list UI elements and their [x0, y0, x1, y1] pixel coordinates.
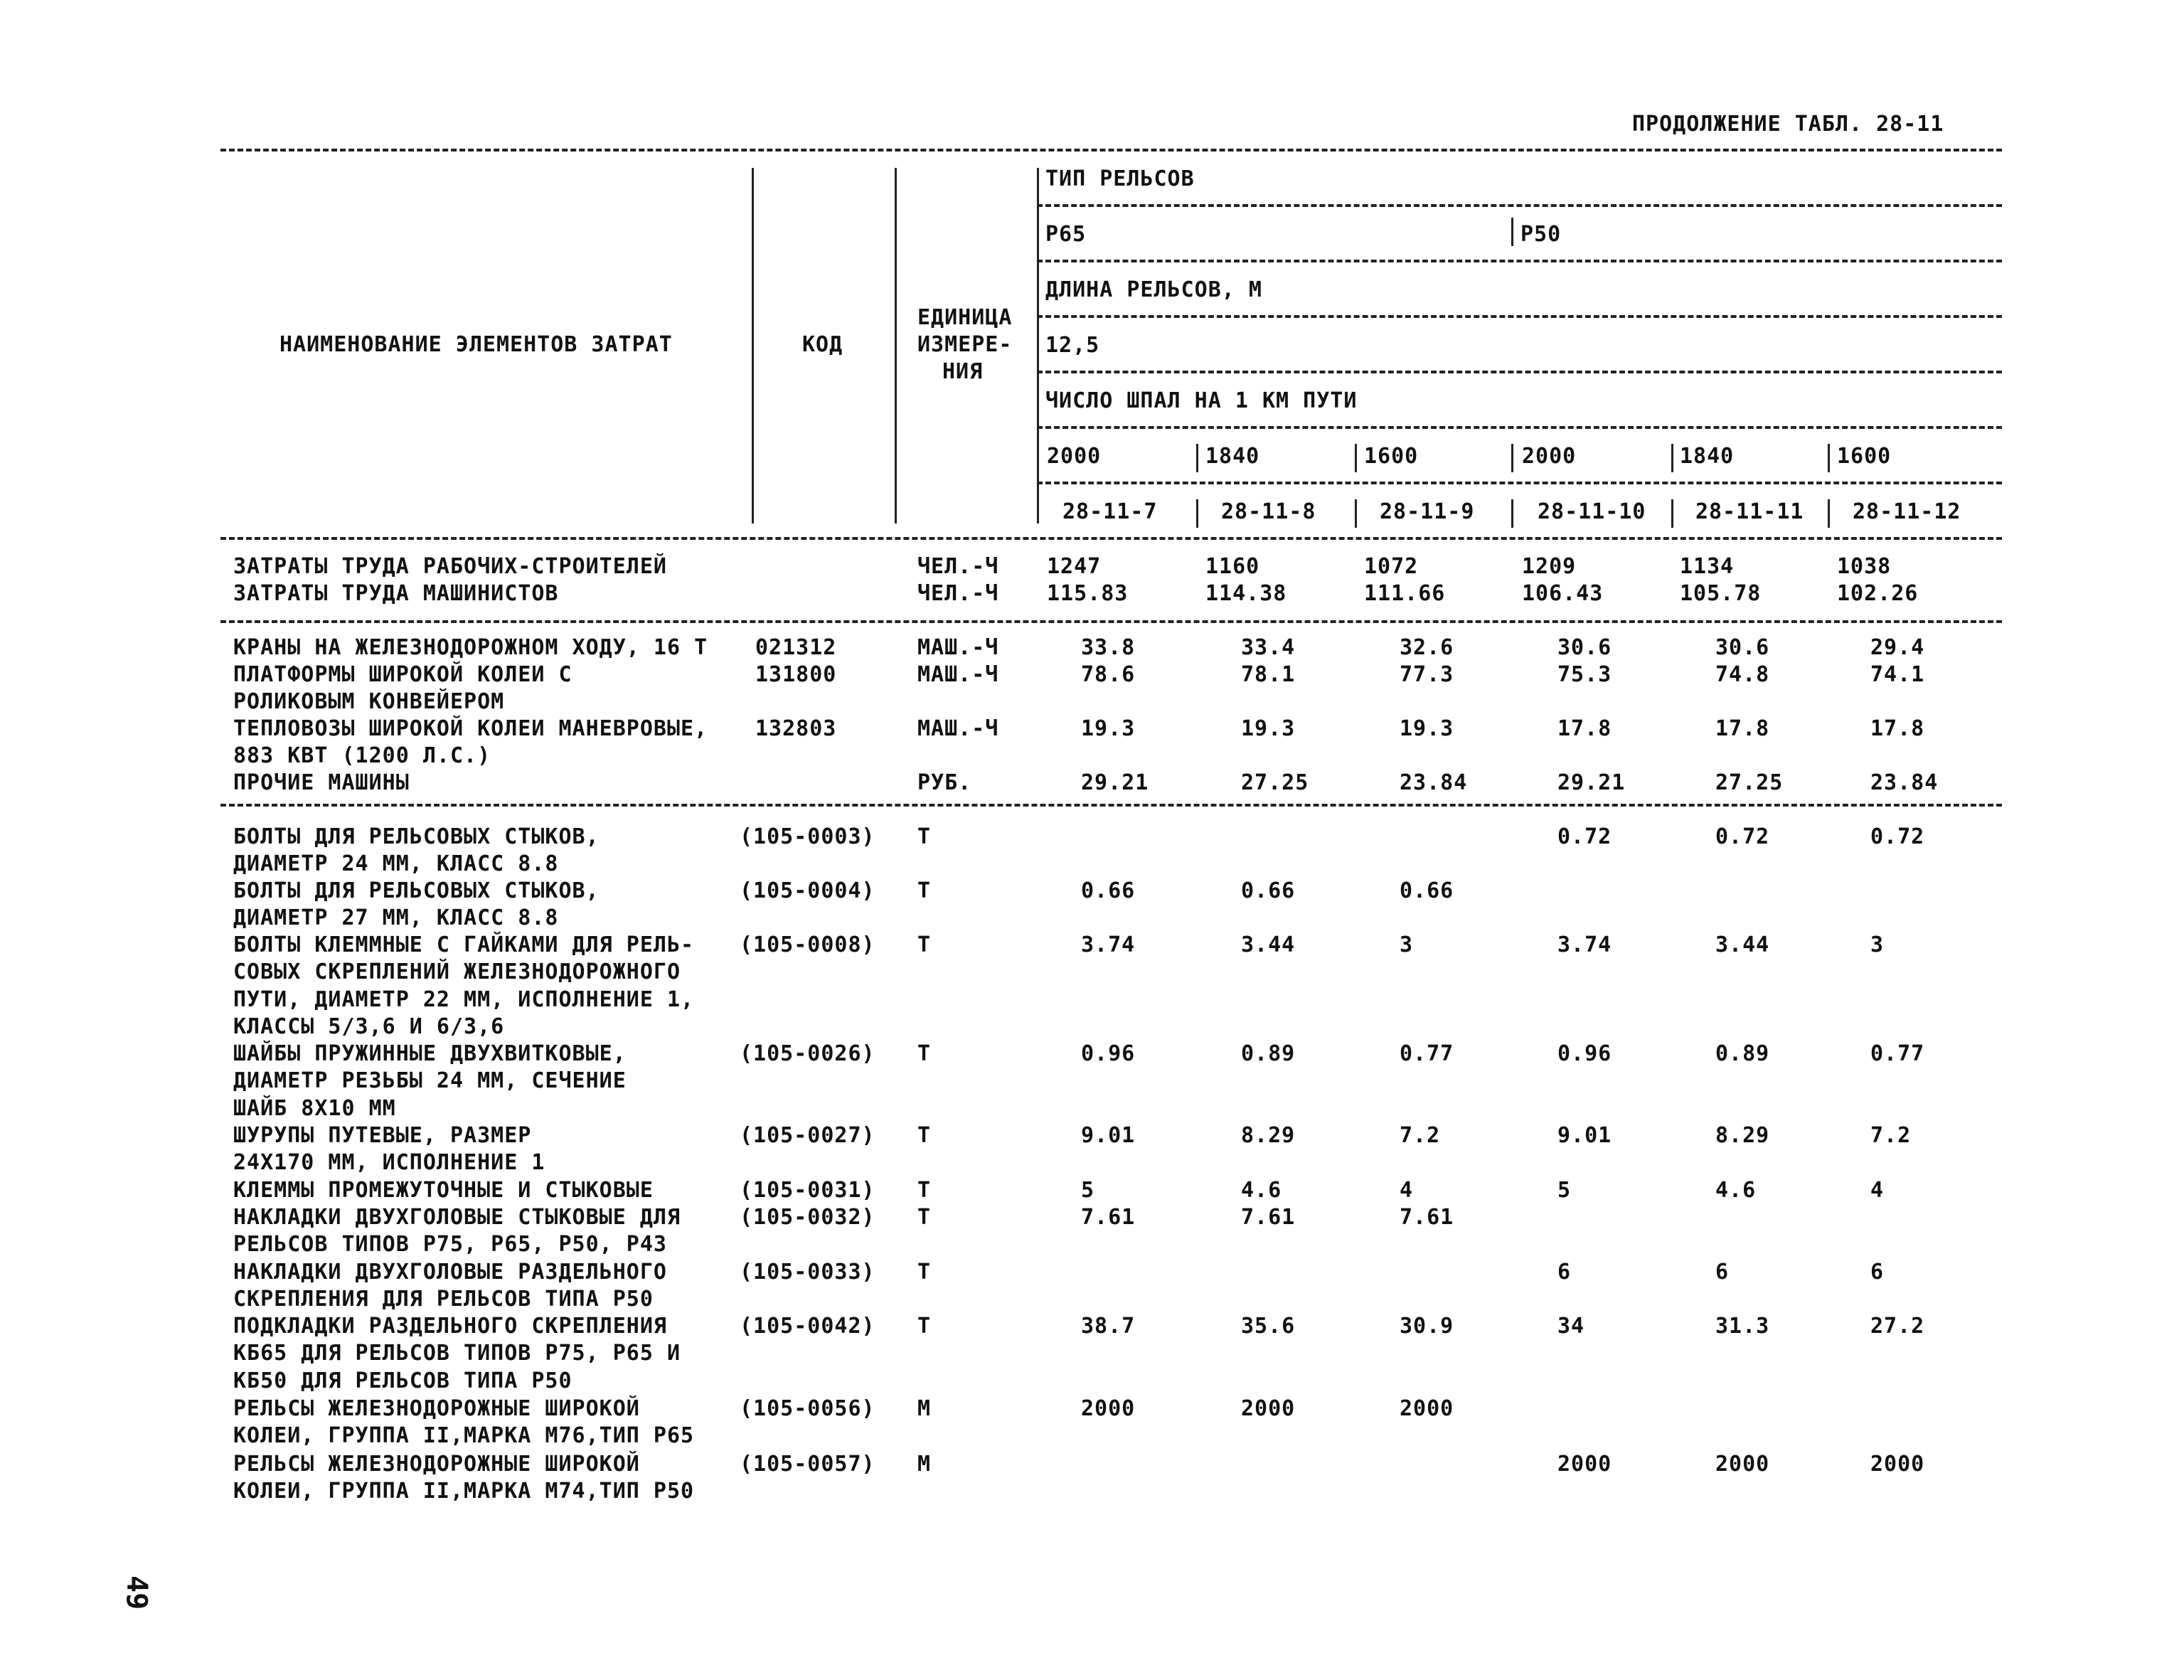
- row-value: 0.96: [1081, 1041, 1136, 1066]
- row-value: 34: [1557, 1314, 1585, 1339]
- row-value: 0.96: [1557, 1041, 1612, 1066]
- row-value: 6: [1870, 1260, 1885, 1285]
- row-name-line: ПЛАТФОРМЫ ШИРОКОЙ КОЛЕИ С: [233, 662, 572, 687]
- continuation-title: ПРОДОЛЖЕНИЕ ТАБЛ. 28-11: [1632, 112, 1944, 137]
- row-value: 7.61: [1241, 1205, 1296, 1230]
- header-p65: Р65: [1045, 222, 1087, 247]
- row-value: 0.66: [1081, 878, 1136, 903]
- row-unit: ЧЕЛ.-Ч: [917, 554, 999, 579]
- row-value: 7.2: [1400, 1123, 1441, 1148]
- header-sleeper-count: 1840: [1680, 444, 1735, 469]
- row-name-line: КБ65 ДЛЯ РЕЛЬСОВ ТИПОВ Р75, Р65 И: [233, 1341, 681, 1366]
- row-name-line: БОЛТЫ ДЛЯ РЕЛЬСОВЫХ СТЫКОВ,: [233, 824, 600, 849]
- header-subcolumn-divider: [1828, 499, 1830, 528]
- row-value: 0.72: [1557, 824, 1612, 849]
- row-code: 021312: [755, 635, 837, 660]
- header-subcolumn-divider: [1196, 444, 1198, 472]
- header-rule: [1037, 260, 2002, 262]
- row-unit: Т: [917, 932, 932, 957]
- row-code: 132803: [755, 716, 837, 741]
- row-name-line: КОЛЕИ, ГРУППА II,МАРКА М74,ТИП Р50: [233, 1479, 695, 1504]
- row-name-line: НАКЛАДКИ ДВУХГОЛОВЫЕ РАЗДЕЛЬНОГО: [233, 1260, 667, 1285]
- row-value: 33.4: [1241, 635, 1296, 660]
- row-value: 1209: [1522, 554, 1577, 579]
- row-value: 29.4: [1870, 635, 1925, 660]
- row-code: (105-0042): [740, 1314, 875, 1339]
- row-unit: Т: [917, 1205, 932, 1230]
- row-value: 4: [1400, 1178, 1414, 1203]
- row-unit: ЧЕЛ.-Ч: [917, 581, 999, 606]
- row-unit: Т: [917, 1178, 932, 1203]
- row-value: 5: [1557, 1178, 1572, 1203]
- section-divider: [220, 620, 2002, 623]
- row-value: 9.01: [1081, 1123, 1136, 1148]
- row-value: 7.2: [1870, 1123, 1912, 1148]
- row-value: 1038: [1837, 554, 1892, 579]
- row-value: 23.84: [1400, 770, 1468, 795]
- row-code: (105-0031): [740, 1178, 875, 1203]
- row-value: 0.77: [1870, 1041, 1925, 1066]
- row-unit: М: [917, 1452, 932, 1477]
- header-code: КОД: [802, 332, 843, 357]
- row-code: (105-0003): [740, 824, 875, 849]
- row-value: 4: [1870, 1178, 1885, 1203]
- row-name-line: ТЕПЛОВОЗЫ ШИРОКОЙ КОЛЕИ МАНЕВРОВЫЕ,: [233, 716, 708, 741]
- row-name-line: ДИАМЕТР 27 ММ, КЛАСС 8.8: [233, 905, 559, 931]
- row-name-line: ПРОЧИЕ МАШИНЫ: [233, 770, 410, 795]
- row-value: 32.6: [1400, 635, 1454, 660]
- row-value: 2000: [1715, 1452, 1770, 1477]
- row-name-line: 24Х170 ММ, ИСПОЛНЕНИЕ 1: [233, 1150, 545, 1176]
- row-unit: Т: [917, 1314, 932, 1339]
- header-subcolumn-divider: [1828, 444, 1830, 472]
- row-value: 19.3: [1400, 716, 1454, 741]
- row-code: (105-0004): [740, 878, 875, 903]
- header-subcolumn-divider: [1671, 499, 1673, 528]
- header-column-code: 28-11-12: [1853, 499, 1961, 524]
- header-subcolumn-divider: [1355, 444, 1357, 472]
- section-divider: [220, 804, 2002, 807]
- header-column-code: 28-11-10: [1538, 499, 1646, 524]
- row-value: 3.74: [1081, 932, 1136, 957]
- row-value: 0.77: [1400, 1041, 1454, 1066]
- row-value: 35.6: [1241, 1314, 1296, 1339]
- row-value: 17.8: [1557, 716, 1612, 741]
- row-unit: МАШ.-Ч: [917, 635, 999, 660]
- header-sleeper-count: 1600: [1364, 444, 1419, 469]
- row-value: 0.66: [1400, 878, 1454, 903]
- row-unit: МАШ.-Ч: [917, 662, 999, 687]
- row-value: 0.89: [1241, 1041, 1296, 1066]
- row-value: 2000: [1241, 1396, 1296, 1421]
- row-value: 31.3: [1715, 1314, 1770, 1339]
- row-code: (105-0057): [740, 1452, 875, 1477]
- row-name-line: ПОДКЛАДКИ РАЗДЕЛЬНОГО СКРЕПЛЕНИЯ: [233, 1314, 667, 1339]
- row-value: 115.83: [1047, 581, 1129, 606]
- row-unit: Т: [917, 824, 932, 849]
- row-value: 0.66: [1241, 878, 1296, 903]
- row-value: 2000: [1870, 1452, 1925, 1477]
- row-value: 27.25: [1241, 770, 1309, 795]
- row-name-line: РЕЛЬСЫ ЖЕЛЕЗНОДОРОЖНЫЕ ШИРОКОЙ: [233, 1396, 640, 1421]
- row-value: 3.74: [1557, 932, 1612, 957]
- header-rule: [1037, 204, 2002, 207]
- header-rule: [1037, 426, 2002, 429]
- row-value: 74.1: [1870, 662, 1925, 687]
- header-sleeper-count: 2000: [1047, 444, 1102, 469]
- row-value: 4.6: [1241, 1178, 1282, 1203]
- header-sleepers: ЧИСЛО ШПАЛ НА 1 КМ ПУТИ: [1045, 388, 1358, 413]
- header-sleeper-count: 1840: [1205, 444, 1260, 469]
- row-value: 17.8: [1870, 716, 1925, 741]
- row-value: 6: [1557, 1260, 1572, 1285]
- row-value: 29.21: [1557, 770, 1626, 795]
- row-value: 3.44: [1241, 932, 1296, 957]
- header-rail-type: ТИП РЕЛЬСОВ: [1045, 166, 1195, 191]
- header-subcolumn-divider: [1196, 499, 1198, 528]
- row-value: 27.25: [1715, 770, 1784, 795]
- row-value: 0.89: [1715, 1041, 1770, 1066]
- header-name: НАИМЕНОВАНИЕ ЭЛЕМЕНТОВ ЗАТРАТ: [279, 332, 673, 357]
- row-value: 33.8: [1081, 635, 1136, 660]
- row-code: (105-0008): [740, 932, 875, 957]
- header-column-code: 28-11-9: [1380, 499, 1475, 524]
- row-value: 0.72: [1870, 824, 1925, 849]
- row-code: (105-0033): [740, 1260, 875, 1285]
- row-name-line: РЕЛЬСЫ ЖЕЛЕЗНОДОРОЖНЫЕ ШИРОКОЙ: [233, 1452, 640, 1477]
- row-unit: Т: [917, 878, 932, 903]
- row-name-line: КРАНЫ НА ЖЕЛЕЗНОДОРОЖНОМ ХОДУ, 16 Т: [233, 635, 708, 660]
- row-name-line: 883 КВТ (1200 Л.С.): [233, 743, 491, 769]
- row-value: 77.3: [1400, 662, 1454, 687]
- row-unit: Т: [917, 1123, 932, 1148]
- row-value: 30.6: [1715, 635, 1770, 660]
- row-value: 30.9: [1400, 1314, 1454, 1339]
- header-column-code: 28-11-11: [1695, 499, 1804, 524]
- row-value: 1134: [1680, 554, 1735, 579]
- row-value: 102.26: [1837, 581, 1919, 606]
- row-unit: Т: [917, 1260, 932, 1285]
- row-value: 29.21: [1081, 770, 1149, 795]
- row-value: 2000: [1557, 1452, 1612, 1477]
- row-name-line: ПУТИ, ДИАМЕТР 22 ММ, ИСПОЛНЕНИЕ 1,: [233, 987, 695, 1012]
- header-rule: [1037, 315, 2002, 318]
- row-unit: МАШ.-Ч: [917, 716, 999, 741]
- row-name-line: КБ50 ДЛЯ РЕЛЬСОВ ТИПА Р50: [233, 1368, 572, 1393]
- row-value: 17.8: [1715, 716, 1770, 741]
- row-value: 6: [1715, 1260, 1730, 1285]
- header-column-divider: [895, 168, 897, 523]
- row-value: 3: [1400, 932, 1414, 957]
- row-name-line: НАКЛАДКИ ДВУХГОЛОВЫЕ СТЫКОВЫЕ ДЛЯ: [233, 1205, 681, 1230]
- row-code: (105-0032): [740, 1205, 875, 1230]
- header-subcolumn-divider: [1355, 499, 1357, 528]
- row-value: 8.29: [1241, 1123, 1296, 1148]
- header-column-code: 28-11-8: [1221, 499, 1316, 524]
- header-rule: [1037, 371, 2002, 373]
- header-unit-line3: НИЯ: [942, 359, 984, 384]
- row-value: 19.3: [1241, 716, 1296, 741]
- row-name-line: ЗАТРАТЫ ТРУДА МАШИНИСТОВ: [233, 581, 559, 606]
- row-value: 2000: [1400, 1396, 1454, 1421]
- header-sleeper-count: 2000: [1522, 444, 1577, 469]
- row-unit: М: [917, 1396, 932, 1421]
- row-name-line: ДИАМЕТР РЕЗЬБЫ 24 ММ, СЕЧЕНИЕ: [233, 1068, 627, 1094]
- header-sleeper-count: 1600: [1837, 444, 1892, 469]
- row-value: 78.6: [1081, 662, 1136, 687]
- row-value: 23.84: [1870, 770, 1939, 795]
- page-number: 49: [120, 1575, 153, 1610]
- header-subcolumn-divider: [1511, 444, 1513, 472]
- row-value: 27.2: [1870, 1314, 1925, 1339]
- row-name-line: БОЛТЫ ДЛЯ РЕЛЬСОВЫХ СТЫКОВ,: [233, 878, 600, 903]
- row-value: 1247: [1047, 554, 1102, 579]
- row-value: 30.6: [1557, 635, 1612, 660]
- row-name-line: СОВЫХ СКРЕПЛЕНИЙ ЖЕЛЕЗНОДОРОЖНОГО: [233, 959, 681, 985]
- header-unit-line1: ЕДИНИЦА: [917, 305, 1013, 330]
- row-name-line: РОЛИКОВЫМ КОНВЕЙЕРОМ: [233, 689, 505, 715]
- row-value: 8.29: [1715, 1123, 1770, 1148]
- row-value: 7.61: [1400, 1205, 1454, 1230]
- row-value: 1072: [1364, 554, 1419, 579]
- row-name-line: ШУРУПЫ ПУТЕВЫЕ, РАЗМЕР: [233, 1123, 532, 1148]
- row-value: 3: [1870, 932, 1885, 957]
- header-column-divider: [1037, 168, 1039, 523]
- row-name-line: ШАЙБ 8Х10 ММ: [233, 1095, 396, 1121]
- row-value: 19.3: [1081, 716, 1136, 741]
- row-value: 9.01: [1557, 1123, 1612, 1148]
- row-value: 111.66: [1364, 581, 1446, 606]
- row-name-line: КЛЕММЫ ПРОМЕЖУТОЧНЫЕ И СТЫКОВЫЕ: [233, 1178, 654, 1203]
- row-name-line: ШАЙБЫ ПРУЖИННЫЕ ДВУХВИТКОВЫЕ,: [233, 1041, 627, 1066]
- header-subcolumn-divider: [1511, 218, 1513, 246]
- row-value: 106.43: [1522, 581, 1604, 606]
- header-bottom-rule: [220, 537, 2002, 540]
- row-name-line: КОЛЕИ, ГРУППА II,МАРКА М76,ТИП Р65: [233, 1423, 695, 1449]
- row-value: 38.7: [1081, 1314, 1136, 1339]
- row-code: 131800: [755, 662, 837, 687]
- row-name-line: РЕЛЬСОВ ТИПОВ Р75, Р65, Р50, Р43: [233, 1232, 667, 1258]
- header-column-divider: [752, 168, 754, 523]
- row-value: 2000: [1081, 1396, 1136, 1421]
- header-unit-line2: ИЗМЕРЕ-: [917, 332, 1013, 357]
- header-rule: [1037, 482, 2002, 484]
- row-value: 0.72: [1715, 824, 1770, 849]
- row-value: 78.1: [1241, 662, 1296, 687]
- header-rail-length: ДЛИНА РЕЛЬСОВ, М: [1045, 277, 1262, 302]
- row-value: 75.3: [1557, 662, 1612, 687]
- row-value: 5: [1081, 1178, 1095, 1203]
- row-value: 4.6: [1715, 1178, 1757, 1203]
- header-column-code: 28-11-7: [1062, 499, 1158, 524]
- row-name-line: ЗАТРАТЫ ТРУДА РАБОЧИХ-СТРОИТЕЛЕЙ: [233, 554, 667, 579]
- row-name-line: КЛАССЫ 5/3,6 И 6/3,6: [233, 1014, 505, 1039]
- header-subcolumn-divider: [1511, 499, 1513, 528]
- row-value: 74.8: [1715, 662, 1770, 687]
- row-unit: Т: [917, 1041, 932, 1066]
- row-code: (105-0056): [740, 1396, 875, 1421]
- row-value: 3.44: [1715, 932, 1770, 957]
- row-name-line: БОЛТЫ КЛЕММНЫЕ С ГАЙКАМИ ДЛЯ РЕЛЬ-: [233, 932, 695, 957]
- row-code: (105-0026): [740, 1041, 875, 1066]
- header-p50: Р50: [1520, 222, 1562, 247]
- header-subcolumn-divider: [1671, 444, 1673, 472]
- row-value: 7.61: [1081, 1205, 1136, 1230]
- row-value: 114.38: [1205, 581, 1287, 606]
- row-name-line: СКРЕПЛЕНИЯ ДЛЯ РЕЛЬСОВ ТИПА Р50: [233, 1287, 654, 1312]
- row-value: 105.78: [1680, 581, 1762, 606]
- row-unit: РУБ.: [917, 770, 972, 795]
- header-length-value: 12,5: [1045, 333, 1100, 358]
- header-top-rule: [220, 149, 2002, 151]
- row-value: 1160: [1205, 554, 1260, 579]
- row-name-line: ДИАМЕТР 24 ММ, КЛАСС 8.8: [233, 851, 559, 877]
- row-code: (105-0027): [740, 1123, 875, 1148]
